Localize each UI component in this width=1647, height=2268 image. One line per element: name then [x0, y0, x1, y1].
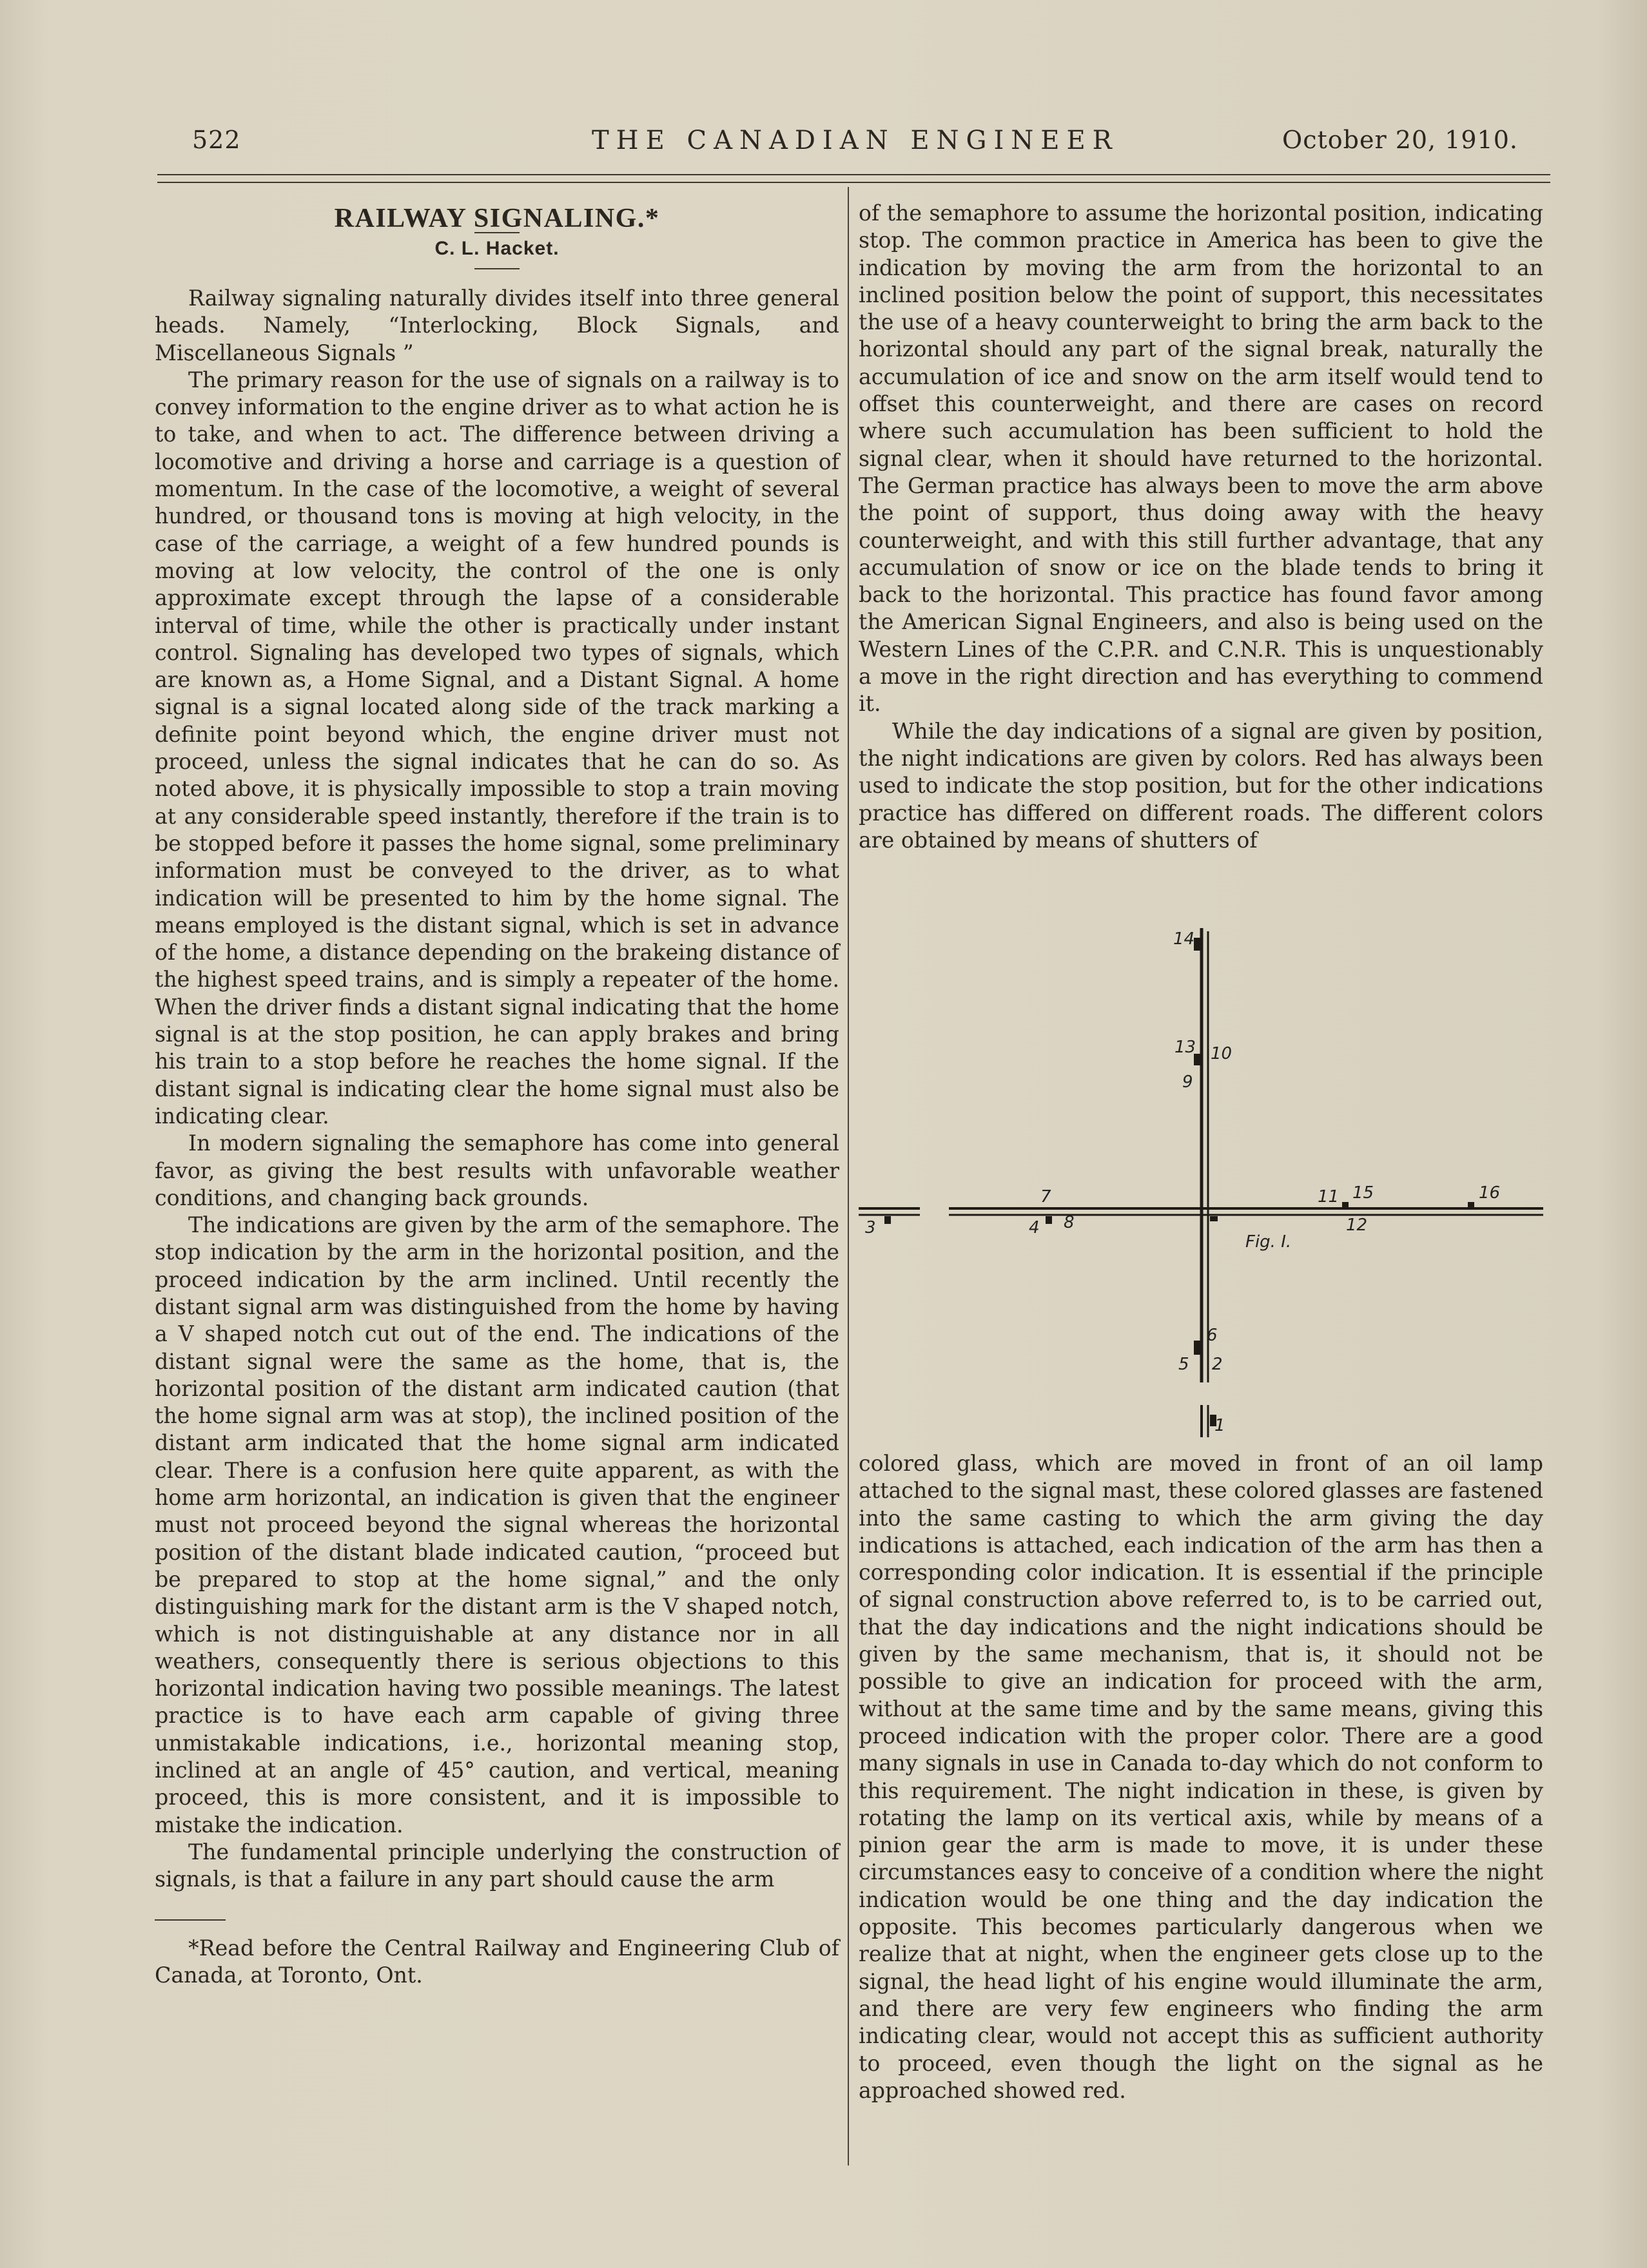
signal-block-14 — [1194, 938, 1200, 951]
signal-block-center — [1210, 1216, 1218, 1221]
footnote-rule — [155, 1919, 226, 1921]
left-column — [155, 200, 839, 1989]
figure-label: 5 — [1178, 1355, 1189, 1374]
signal-block-15 — [1342, 1202, 1349, 1208]
figure-label: 10 — [1211, 1044, 1233, 1063]
figure-label: 4 — [1029, 1218, 1040, 1237]
header-rule-second — [157, 182, 1550, 183]
paragraph: The fundamental principle underlying the construction of signals, is that a failure in any part should cause the arm — [155, 1839, 839, 1892]
figure-label: 15 — [1352, 1183, 1374, 1203]
signal-block-16 — [1468, 1202, 1474, 1208]
signal-diagram-figure — [859, 918, 1543, 1453]
paragraph: of the semaphore to assume the horizontal position, indicating stop. The common practice in America has been to give the indication by moving the arm from the horizontal to an inclined position below the point of support, this necessitates the use of a heavy counterweight to bring the arm back to the horizontal should any part of the signal break, naturally the accumulation of ice and snow on the arm itself would tend to offset this counterweight, and there are cases on record where such accumulation has been sufficient to hold the signal clear, when it should have returned to the horizontal. The German practice has always been to move the arm above the point of support, thus doing away with the heavy counterweight, and with this still further advantage, that any accumulation of snow or ice on the blade tends to bring it back to the horizontal. This practice has found favor among the American Signal Engineers, and also is being used on the Western Lines of the C.P.R. and C.N.R. This is unquestionably a move in the right direction and has everything to commend it. — [859, 200, 1543, 717]
author-rule — [474, 268, 520, 269]
figure-label: 6 — [1207, 1326, 1218, 1345]
signal-diagram — [859, 918, 1543, 1453]
article-author: C. L. Hacket. — [434, 238, 560, 259]
paragraph: In modern signaling the semaphore has come into general favor, as giving the best results with unfavorable weather conditions, and changing back grounds. — [155, 1130, 839, 1210]
footnote: *Read before the Central Railway and Engineering Club of Canada, at Toronto, Ont. — [155, 1935, 839, 1988]
figure-label: 16 — [1479, 1183, 1501, 1203]
column-divider — [848, 187, 849, 2166]
figure-caption: Fig. I. — [1245, 1232, 1292, 1252]
figure-label: 7 — [1040, 1187, 1051, 1207]
figure-label: 1 — [1214, 1416, 1225, 1435]
right-column-top — [859, 200, 1543, 854]
paragraph: The indications are given by the arm of the semaphore. The stop indication by the arm in the horizontal position, and the proceed indication by the arm inclined. Until recently the distant signal arm was distinguished from the home by having a V shaped notch cut out of the end. The indications of the distant signal were the same as the home, that is, the horizontal position of the distant arm indicated caution (that the home signal arm was at stop), the inclined position of the distant arm indicated that the home signal arm indicated clear. There is a confusion here quite apparent, as with the home arm horizontal, an indication is given that the engineer must not proceed beyond the signal whereas the horizontal position of the distant blade indicated caution, “proceed but be prepared to stop at the home signal,” and the only distinguishing mark for the distant arm is the V shaped notch, which is not distinguishable at any distance nor in all weathers, consequently there is serious objections to this horizontal indication having two possible meanings. The latest practice is to have each arm capable of giving three unmistakable indications, i.e., horizontal meaning stop, inclined at an angle of 45° caution, and vertical, meaning proceed, this is more consistent, and it is impossible to mistake the indication. — [155, 1212, 839, 1837]
signal-block-5 — [1194, 1341, 1200, 1355]
issue-date: October 20, 1910. — [1282, 126, 1518, 154]
signal-block-3 — [884, 1216, 891, 1224]
figure-label: 9 — [1182, 1072, 1193, 1092]
figure-label: 11 — [1318, 1187, 1340, 1207]
figure-label: 12 — [1346, 1216, 1368, 1235]
figure-label: 3 — [865, 1218, 876, 1237]
signal-block-4 — [1046, 1216, 1052, 1224]
figure-label: 2 — [1212, 1355, 1223, 1374]
paragraph: The primary reason for the use of signals on a railway is to convey information to the engine driver as to what action he is to take, and when to act. The difference between driving a locomotive and driving a horse and carriage is a question of momentum. In the case of the locomotive, a weight of several hundred, or thousand tons is moving at high velocity, in the case of the carriage, a weight of a few hundred pounds is moving at low velocity, the control of the one is only approximate except through the lapse of a considerable interval of time, while the other is practically under instant control. Signaling has developed two types of signals, which are known as, a Home Signal, and a Distant Signal. A home signal is a signal located along side of the track marking a definite point beyond which, the engine driver must not proceed, unless the signal indicates that he can do so. As noted above, it is physically impossible to stop a train moving at any considerable speed instantly, therefore if the train is to be stopped before it passes the home signal, some preliminary information must be conveyed to the driver, as to what indication will be presented to him by the home signal. The means employed is the distant signal, which is set in advance of the home, a distance depending on the brakeing distance of the highest speed trains, and is simply a repeater of the home. When the driver finds a distant signal indicating that the home signal is at the stop position, he can apply brakes and bring his train to a stop before he reaches the home signal. If the distant signal is indicating clear the home signal must also be indicating clear. — [155, 367, 839, 1129]
paragraph: While the day indications of a signal are given by position, the night indications are given by colors. Red has always been used to indicate the stop position, but for the other indications practice has differed on different roads. The different colors are obtained by means of shutters of — [859, 718, 1543, 853]
paragraph: Railway signaling naturally divides itself into three general heads. Namely, “Interlocking, Block Signals, and Miscellaneous Signals ” — [155, 286, 839, 365]
paragraph: colored glass, which are moved in front of an oil lamp attached to the signal mast, these colored glasses are fastened into the same casting to which the arm giving the day indications is attached, each indication of the arm has then a corresponding color indication. It is essential if the principle of signal construction above referred to, is to be carried out, that the day indications and the night indications should be given by the same mechanism, that is, it should not be possible to give an indication for proceed with the arm, without at the same time and by the same means, giving this proceed indication with the proper color. There are a good many signals in use in Canada to-day which do not conform to this requirement. The night indication in these, is given by rotating the lamp on its vertical axis, while by means of a pinion gear the arm is made to move, it is under these circumstances easy to conceive of a condition where the night indication would be one thing and the day indication the opposite. This becomes particularly dangerous when we realize that at night, when the engineer gets close up to the signal, the head light of his engine would illuminate the arm, and there are very few engineers who finding the arm indicating clear, would not accept this as sufficient authority to proceed, even though the light on the signal as he approached showed red. — [859, 1451, 1543, 2103]
article-title: RAILWAY SIGNALING.* — [334, 204, 660, 233]
journal-title: THE CANADIAN ENGINEER — [592, 126, 1119, 155]
figure-label: 13 — [1174, 1038, 1196, 1057]
right-column-bottom — [859, 1450, 1543, 2104]
figure-label: 8 — [1064, 1213, 1075, 1232]
figure-label: 14 — [1173, 929, 1195, 949]
page-number: 522 — [192, 126, 241, 154]
header-rule — [157, 174, 1550, 175]
